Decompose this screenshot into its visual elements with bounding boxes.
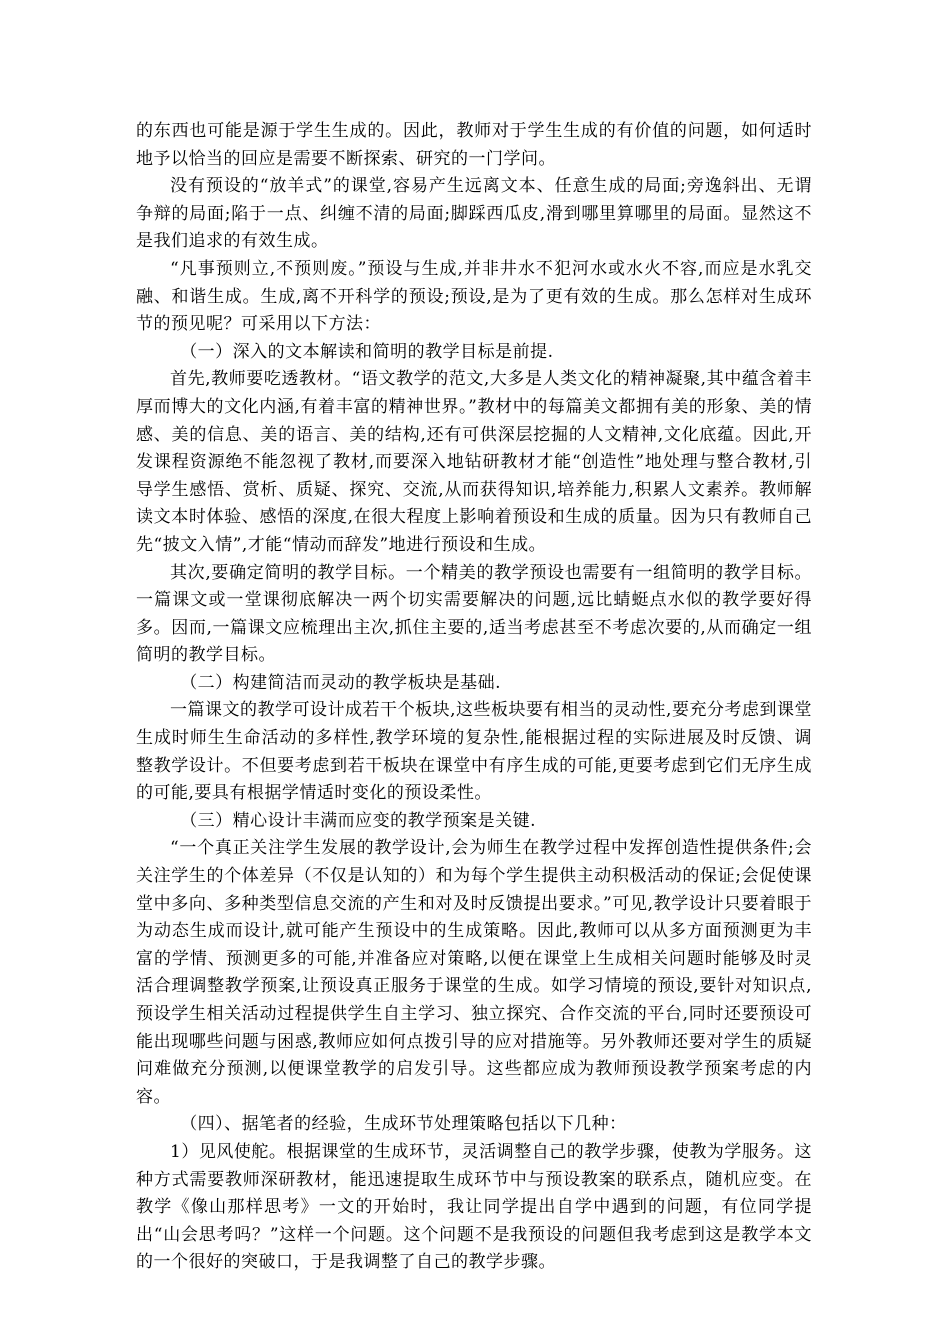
paragraph-1: 的东西也可能是源于学生生成的。因此，教师对于学生生成的有价值的问题，如何适时地予以恰当的回应是需要不断探索、研究的一门学问。 (136, 121, 812, 169)
paragraph-5: 其次,要确定简明的教学目标。一个精美的教学预设也需要有一组简明的教学目标。一篇课文或一堂课彻底解决一两个切实需要解决的问题,远比蜻蜓点水似的教学要好得多。因而,一篇课文应梳理出主次,抓住主要的,适当考虑甚至不考虑次要的,从而确定一组简明的教学目标。 (136, 562, 812, 666)
paragraph-6: 一篇课文的教学可设计成若干个板块,这些板块要有相当的灵动性,要充分考虑到课堂生成时师生生命活动的多样性,教学环境的复杂性,能根据过程的实际进展及时反馈、调整教学设计。不但要考虑到若干板块在课堂中有序生成的可能,更要考虑到它们无序生成的可能,要具有根据学情适时变化的预设柔性。 (136, 700, 812, 804)
paragraph-8: 1）见风使舵。根据课堂的生成环节，灵活调整自己的教学步骤，使教为学服务。这种方式需要教师深研教材，能迅速提取生成环节中与预设教案的联系点，随机应变。在教学《像山那样思考》一文的开始时，我让同学提出自学中遇到的问题，有位同学提出“山会思考吗？”这样一个问题。这个问题不是我预设的问题但我考虑到这是教学本文的一个很好的突破口，于是我调整了自己的教学步骤。 (136, 1141, 812, 1273)
section-heading-3: （三）精心设计丰满而应变的教学预案是关键. (180, 810, 537, 831)
section-heading-1: （一）深入的文本解读和简明的教学目标是前提. (180, 341, 554, 362)
paragraph-7: “一个真正关注学生发展的教学设计,会为师生在教学过程中发挥创造性提供条件;会关注学生的个体差异（不仅是认知的）和为每个学生提供主动积极活动的保证;会促使课堂中多向、多种类型信息交流的产生和对及时反馈提出要求。”可见,教学设计只要着眼于为动态生成而设计,就可能产生预设中的生成策略。因此,教师可以从多方面预测更为丰富的学情、预测更多的可能,并准备应对策略,以便在课堂上生成相关问题时能够及时灵活合理调整教学预案,让预设真正服务于课堂的生成。如学习情境的预设,要针对知识点,预设学生相关活动过程提供学生自主学习、独立探究、合作交流的平台,同时还要预设可能出现哪些问题与困惑,教师应如何点拨引导的应对措施等。另外教师还要对学生的质疑问难做充分预测,以便课堂教学的启发引导。这些都应成为教师预设教学预案考虑的内容。 (136, 838, 812, 1107)
section-heading-2: （二）构建简洁而灵动的教学板块是基础. (180, 672, 502, 693)
section-heading-4: （四）、据笔者的经验，生成环节处理策略包括以下几种： (180, 1114, 627, 1135)
paragraph-3: “凡事预则立,不预则废。”预设与生成,并非井水不犯河水或水火不容,而应是水乳交融、和谐生成。生成,离不开科学的预设;预设,是为了更有效的生成。那么怎样对生成环节的预见呢？可采用以下方法： (136, 258, 812, 335)
paragraph-2: 没有预设的“放羊式”的课堂,容易产生远离文本、任意生成的局面;旁逸斜出、无谓争辩的局面;陷于一点、纠缠不清的局面;脚踩西瓜皮,滑到哪里算哪里的局面。显然这不是我们追求的有效生成。 (136, 176, 812, 252)
paragraph-4: 首先,教师要吃透教材。“语文教学的范文,大多是人类文化的精神凝聚,其中蕴含着丰厚而博大的文化内涵,有着丰富的精神世界。”教材中的每篇美文都拥有美的形象、美的情感、美的信息、美的语言、美的结构,还有可供深层挖掘的人文精神,文化底蕴。因此,开发课程资源绝不能忽视了教材,而要深入地钻研教材才能“创造性”地处理与整合教材,引导学生感悟、赏析、质疑、探究、交流,从而获得知识,培养能力,积累人文素养。教师解读文本时体验、感悟的深度,在很大程度上影响着预设和生成的质量。因为只有教师自己先“披文入情”,才能“情动而辞发”地进行预设和生成。 (136, 369, 812, 555)
document-body (136, 118, 812, 1277)
